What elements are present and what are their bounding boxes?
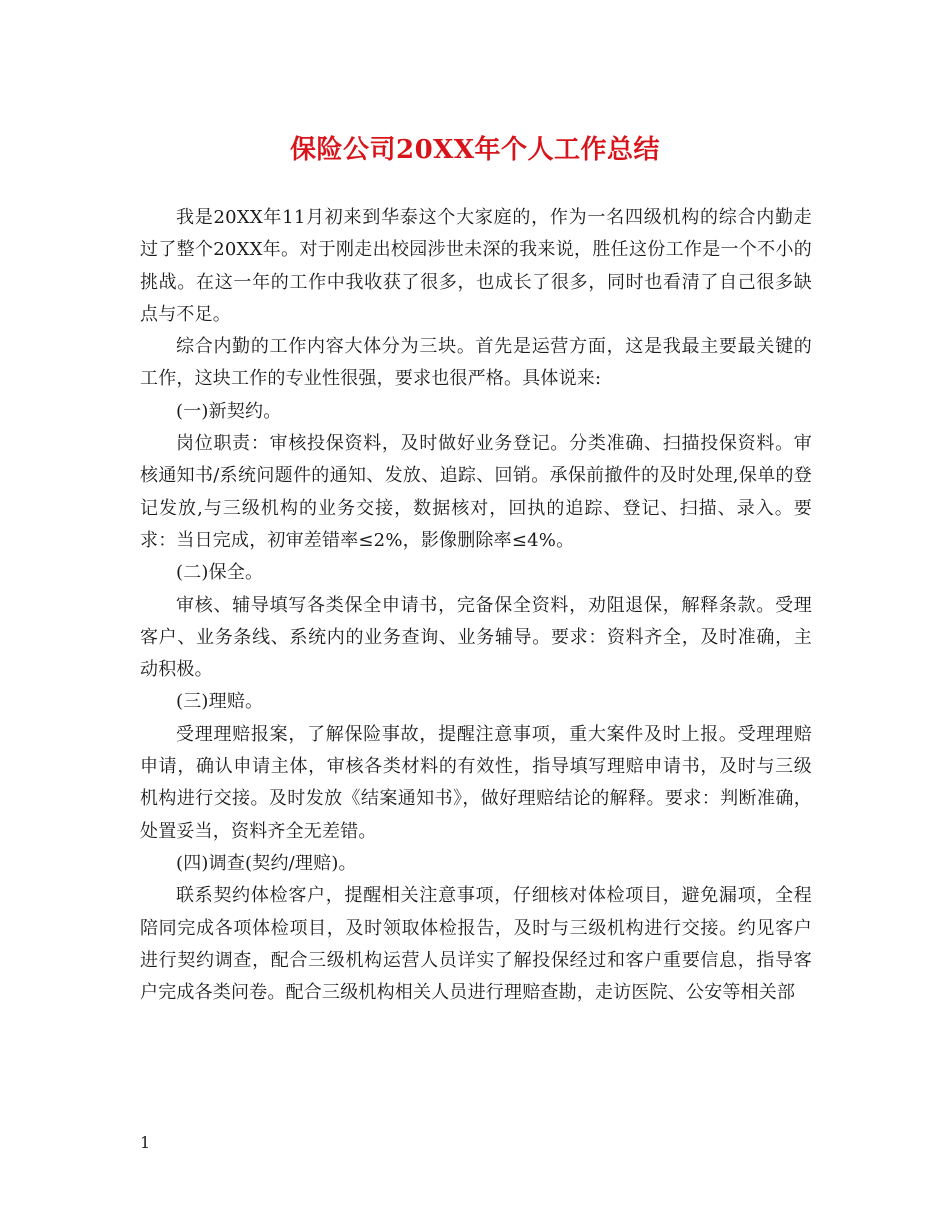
section-heading-claims: (三)理赔。 — [176, 691, 264, 713]
paragraph-preservation: 审核、辅导填写各类保全申请书，完备保全资料，劝阻退保，解释条款。受理客户、业务条线、系统内的业务查询、业务辅导。要求：资料齐全，及时准确，主动积极。 — [140, 594, 812, 681]
paragraph-investigation: 联系契约体检客户，提醒相关注意事项，仔细核对体检项目，避免漏项，全程陪同完成各项体检项目，及时领取体检报告，及时与三级机构进行交接。约见客户进行契约调查，配合三级机构运营人员详实了解投保经过和客户重要信息，指导客户完成各类问卷。配合三级机构相关人员进行理赔查勘，走访医院、公安等相关部 — [140, 885, 812, 1004]
paragraph-new-contract: 岗位职责：审核投保资料，及时做好业务登记。分类准确、扫描投保资料。审核通知书/系统问题件的通知、发放、追踪、回销。承保前撤件的及时处理,保单的登记发放,与三级机构的业务交接，数据核对，回执的追踪、登记、扫描、录入。要求：当日完成，初审差错率≤2%，影像删除率≤4%。 — [140, 433, 812, 551]
document-body — [140, 202, 812, 1009]
section-heading-investigation: (四)调查(契约/理赔)。 — [176, 852, 357, 874]
section-heading-new-contract: (一)新契约。 — [176, 400, 282, 422]
paragraph-claims: 受理理赔报案，了解保险事故，提醒注意事项，重大案件及时上报。受理理赔申请，确认申请主体，审核各类材料的有效性，指导填写理赔申请书，及时与三级机构进行交接。及时发放《结案通知书》，做好理赔结论的解释。要求：判断准确，处置妥当，资料齐全无差错。 — [140, 723, 812, 842]
page-number: 1 — [140, 1133, 151, 1152]
paragraph-intro: 我是20XX年11月初来到华泰这个大家庭的，作为一名四级机构的综合内勤走过了整个20XX年。对于刚走出校园涉世未深的我来说，胜任这份工作是一个不小的挑战。在这一年的工作中我收获了很多，也成长了很多，同时也看清了自己很多缺点与不足。 — [140, 207, 812, 325]
document-title: 保险公司20XX年个人工作总结 — [289, 135, 661, 165]
section-heading-preservation: (二)保全。 — [176, 562, 264, 584]
paragraph-overview: 综合内勤的工作内容大体分为三块。首先是运营方面，这是我最主要最关键的工作，这块工作的专业性很强，要求也很严格。具体说来: — [140, 336, 812, 390]
